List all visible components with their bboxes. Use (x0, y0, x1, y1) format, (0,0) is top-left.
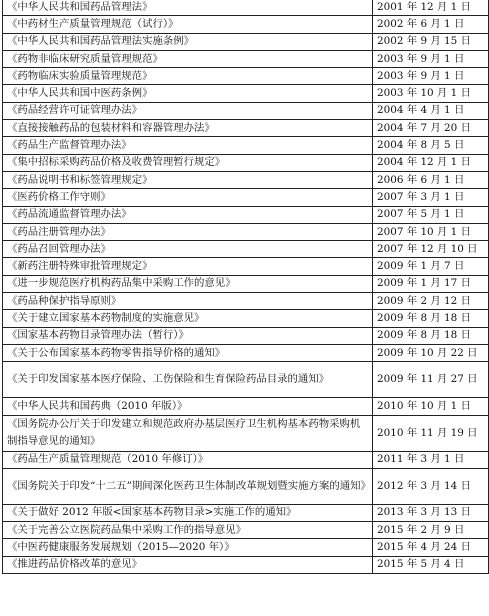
regulation-title-cell: 《药品生产监督管理办法》 (3, 137, 373, 154)
regulation-title-cell: 《关于做好 2012 年版<国家基本药物目录>实施工作的通知》 (3, 504, 373, 521)
regulation-title-cell: 《中医药健康服务发展规划（2015—2020 年）》 (3, 539, 373, 556)
regulation-title-cell: 《药品说明书和标签管理规定》 (3, 171, 373, 188)
effective-date-cell: 2003 年 9 月 1 日 (373, 68, 489, 85)
regulation-title-cell: 《关于建立国家基本药物制度的实施意见》 (3, 310, 373, 327)
table-row (3, 344, 489, 361)
effective-date-cell: 2006 年 6 月 1 日 (373, 171, 489, 188)
table-row (3, 0, 489, 16)
table-row (3, 189, 489, 206)
effective-date-cell: 2007 年 10 月 1 日 (373, 223, 489, 240)
effective-date-cell: 2007 年 12 月 10 日 (373, 241, 489, 258)
table-row (3, 68, 489, 85)
regulation-title-cell: 《药品生产质量管理规范（2010 年修订）》 (3, 451, 373, 468)
table-row (3, 522, 489, 539)
effective-date-cell: 2009 年 11 月 27 日 (373, 362, 489, 398)
effective-date-cell: 2004 年 4 月 1 日 (373, 102, 489, 119)
effective-date-cell: 2002 年 9 月 15 日 (373, 33, 489, 50)
effective-date-cell: 2015 年 5 月 4 日 (373, 556, 489, 573)
regulation-title-cell: 《中药材生产质量管理规范（试行）》 (3, 16, 373, 33)
effective-date-cell: 2007 年 5 月 1 日 (373, 206, 489, 223)
table-row (3, 85, 489, 102)
effective-date-cell: 2013 年 3 月 13 日 (373, 504, 489, 521)
regulation-title-cell: 《国家基本药物目录管理办法（暂行）》 (3, 327, 373, 344)
effective-date-cell: 2004 年 7 月 20 日 (373, 120, 489, 137)
table-row (3, 451, 489, 468)
regulations-table-body (3, 0, 489, 574)
effective-date-cell: 2012 年 3 月 14 日 (373, 468, 489, 504)
table-row (3, 539, 489, 556)
regulation-title-cell: 《药物临床实验质量管理规范》 (3, 68, 373, 85)
table-row (3, 258, 489, 275)
effective-date-cell: 2009 年 2 月 12 日 (373, 293, 489, 310)
effective-date-cell: 2011 年 3 月 1 日 (373, 451, 489, 468)
effective-date-cell: 2004 年 12 月 1 日 (373, 154, 489, 171)
regulation-title-cell: 《药品种保护指导原则》 (3, 293, 373, 310)
table-row (3, 50, 489, 67)
regulation-title-cell: 《药品召回管理办法》 (3, 241, 373, 258)
regulation-title-cell: 《中华人民共和国药典（2010 年版）》 (3, 398, 373, 415)
effective-date-cell: 2003 年 9 月 1 日 (373, 50, 489, 67)
effective-date-cell: 2015 年 4 月 24 日 (373, 539, 489, 556)
regulation-title-cell: 《中华人民共和国中医药条例》 (3, 85, 373, 102)
table-row (3, 154, 489, 171)
regulation-title-cell: 《关于完善公立医院药品集中采购工作的指导意见》 (3, 522, 373, 539)
table-row (3, 415, 489, 451)
regulation-title-cell: 《国务院办公厅关于印发建立和规范政府办基层医疗卫生机构基本药物采购机制指导意见的通知》 (3, 415, 373, 451)
effective-date-cell: 2009 年 1 月 17 日 (373, 275, 489, 292)
table-row (3, 293, 489, 310)
table-row (3, 206, 489, 223)
regulation-title-cell: 《集中招标采购药品价格及收费管理暂行规定》 (3, 154, 373, 171)
table-row (3, 171, 489, 188)
regulation-title-cell: 《关于公布国家基本药物零售指导价格的通知》 (3, 344, 373, 361)
effective-date-cell: 2001 年 12 月 1 日 (373, 0, 489, 16)
table-row (3, 102, 489, 119)
regulation-title-cell: 《国务院关于印发“十二五”期间深化医药卫生体制改革规划暨实施方案的通知》 (3, 468, 373, 504)
regulations-table (2, 0, 489, 574)
regulation-title-cell: 《进一步规范医疗机构药品集中采购工作的意见》 (3, 275, 373, 292)
regulation-title-cell: 《药品注册管理办法》 (3, 223, 373, 240)
regulation-title-cell: 《推进药品价格改革的意见》 (3, 556, 373, 573)
table-row (3, 16, 489, 33)
table-row (3, 504, 489, 521)
regulation-title-cell: 《医药价格工作守则》 (3, 189, 373, 206)
effective-date-cell: 2002 年 6 月 1 日 (373, 16, 489, 33)
table-row (3, 120, 489, 137)
effective-date-cell: 2010 年 10 月 1 日 (373, 398, 489, 415)
table-row (3, 398, 489, 415)
table-row (3, 327, 489, 344)
table-row (3, 137, 489, 154)
table-row (3, 310, 489, 327)
effective-date-cell: 2009 年 10 月 22 日 (373, 344, 489, 361)
regulation-title-cell: 《中华人民共和国药品管理法实施条例》 (3, 33, 373, 50)
regulation-title-cell: 《药品流通监督管理办法》 (3, 206, 373, 223)
regulation-title-cell: 《药物非临床研究质量管理规范》 (3, 50, 373, 67)
regulation-title-cell: 《新药注册特殊审批管理规定》 (3, 258, 373, 275)
table-row (3, 556, 489, 573)
table-row (3, 241, 489, 258)
table-row (3, 223, 489, 240)
regulation-title-cell: 《直接接触药品的包装材料和容器管理办法》 (3, 120, 373, 137)
effective-date-cell: 2009 年 1 月 7 日 (373, 258, 489, 275)
regulation-title-cell: 《中华人民共和国药品管理法》 (3, 0, 373, 16)
table-row (3, 362, 489, 398)
effective-date-cell: 2007 年 3 月 1 日 (373, 189, 489, 206)
effective-date-cell: 2015 年 2 月 9 日 (373, 522, 489, 539)
regulation-title-cell: 《药品经营许可证管理办法》 (3, 102, 373, 119)
effective-date-cell: 2009 年 8 月 18 日 (373, 310, 489, 327)
table-row (3, 468, 489, 504)
table-row (3, 275, 489, 292)
table-row (3, 33, 489, 50)
effective-date-cell: 2009 年 8 月 18 日 (373, 327, 489, 344)
effective-date-cell: 2004 年 8 月 5 日 (373, 137, 489, 154)
effective-date-cell: 2010 年 11 月 19 日 (373, 415, 489, 451)
regulation-title-cell: 《关于印发国家基本医疗保险、工伤保险和生育保险药品目录的通知》 (3, 362, 373, 398)
effective-date-cell: 2003 年 10 月 1 日 (373, 85, 489, 102)
